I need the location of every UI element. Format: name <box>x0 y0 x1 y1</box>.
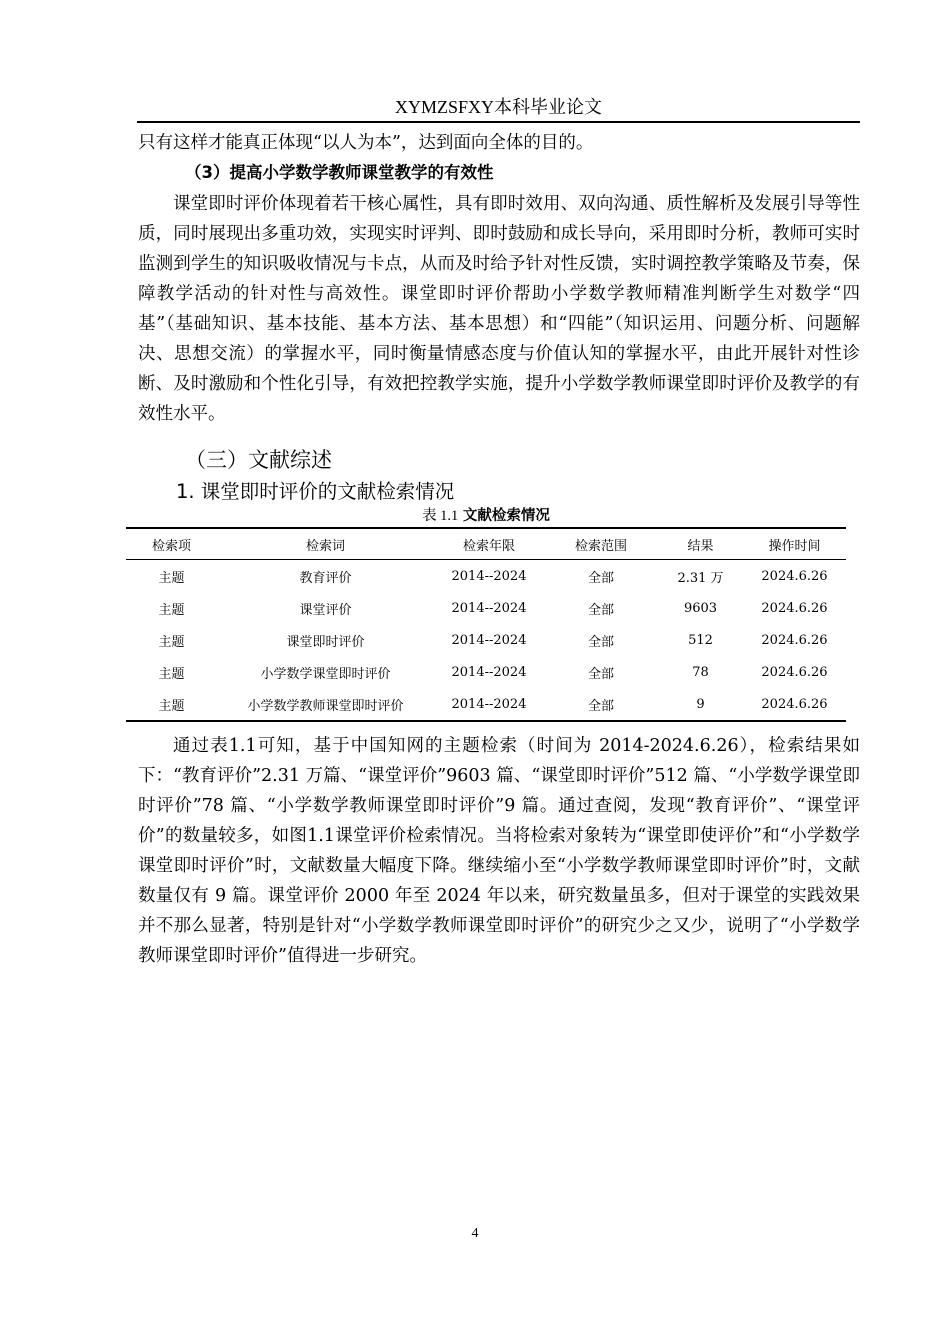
column-header: 检索年限 <box>434 528 544 560</box>
column-header: 检索项 <box>126 528 217 560</box>
running-header: XYMZSFXY本科毕业论文 <box>394 97 603 117</box>
continuation-text <box>138 128 860 158</box>
table-row <box>126 656 846 688</box>
table-cell: 小学数学课堂即时评价 <box>260 666 391 682</box>
table-cell: 2014--2024 <box>451 664 527 680</box>
table-cell: 2024.6.26 <box>761 664 828 680</box>
table-cell: 课堂评价 <box>299 602 352 618</box>
table-cell: 主题 <box>158 666 185 682</box>
literature-search-table <box>126 527 846 722</box>
table-row <box>126 560 846 593</box>
table-cell: 主题 <box>158 698 185 714</box>
table-cell: 2.31 万 <box>677 570 724 586</box>
table-cell: 2024.6.26 <box>761 696 828 712</box>
table-row <box>126 624 846 656</box>
table-header-row <box>126 528 846 560</box>
table-cell: 主题 <box>158 570 185 586</box>
table-caption <box>126 505 846 527</box>
paragraph-1-block <box>138 189 860 429</box>
paragraph-2-block <box>138 731 860 971</box>
table-cell: 2024.6.26 <box>761 600 828 616</box>
table-cell: 小学数学教师课堂即时评价 <box>247 698 404 714</box>
table-cell: 主题 <box>158 634 185 650</box>
table-cell: 全部 <box>587 602 614 618</box>
table-cell: 512 <box>688 632 713 648</box>
table-caption-number: 表 1.1 <box>422 508 459 524</box>
continuation-line: 只有这样才能真正体现“以人为本”，达到面向全体的目的。 <box>138 133 594 153</box>
table-cell: 2024.6.26 <box>761 568 828 584</box>
table-cell: 2014--2024 <box>451 632 527 648</box>
table-cell: 全部 <box>587 570 614 586</box>
column-header: 结果 <box>658 528 743 560</box>
table-cell: 全部 <box>587 666 614 682</box>
table-row <box>126 688 846 721</box>
table-cell: 课堂即时评价 <box>286 634 365 650</box>
table-row <box>126 592 846 624</box>
paragraph-1: 课堂即时评价体现着若干核心属性，具有即时效用、双向沟通、质性解析及发展引导等性质，同时展现出多重功效，实现实时评判、即时鼓励和成长导向，采用即时分析，教师可实时监测到学生的知识吸收情况与卡点，从而及时给予针对性反馈，实时调控教学策略及节奏，保障教学活动的针对性与高效性。课堂即时评价帮助小学数学教师精准判断学生对数学“四基”（基础知识、基本技能、基本方法、基本思想）和“四能”（知识运用、问题分析、问题解决、思想交流）的掌握水平，同时衡量情感态度与价值认知的掌握水平，由此开展针对性诊断、及时激励和个性化引导，有效把控教学实施，提升小学数学教师课堂即时评价及教学的有效性水平。 <box>138 194 860 424</box>
section-heading: （三）文献综述 <box>185 448 332 472</box>
table-cell: 9 <box>696 696 705 712</box>
table-caption-title: 文献检索情况 <box>462 508 550 524</box>
table-cell: 78 <box>692 664 709 680</box>
table-cell: 2014--2024 <box>451 696 527 712</box>
table-cell: 全部 <box>587 634 614 650</box>
table-cell: 教育评价 <box>299 570 352 586</box>
page-number: 4 <box>471 1226 479 1241</box>
header-rule <box>137 121 860 123</box>
table-cell: 2014--2024 <box>451 600 527 616</box>
column-header: 检索范围 <box>544 528 658 560</box>
subheading-3: （3）提高小学数学教师课堂教学的有效性 <box>185 163 494 182</box>
column-header: 操作时间 <box>743 528 846 560</box>
table-cell: 9603 <box>683 600 718 616</box>
paragraph-2: 通过表1.1可知，基于中国知网的主题检索（时间为 2014-2024.6.26），检索结果如下：“教育评价”2.31 万篇、“课堂评价”9603 篇、“课堂即时评价”512 篇、“小学数学课堂即时评价”78 篇、“小学数学教师课堂即时评价”9 篇。通过查阅，发现“教育评价”、“课堂评价”的数量较多，如图1.1课堂评价检索情况。当将检索对象转为“课堂即使评价”和“小学数学课堂即时评价”时，文献数量大幅度下降。继续缩小至“小学数学教师课堂即时评价”时，文献数量仅有 9 篇。课堂评价 2000 年至 2024 年以来，研究数量虽多，但对于课堂的实践效果并不那么显著，特别是针对“小学数学教师课堂即时评价”的研究少之又少，说明了“小学数学教师课堂即时评价”值得进一步研究。 <box>138 736 860 966</box>
column-header: 检索词 <box>217 528 434 560</box>
table-cell: 2024.6.26 <box>761 632 828 648</box>
subsection-heading: 1. 课堂即时评价的文献检索情况 <box>176 480 455 503</box>
table-cell: 全部 <box>587 698 614 714</box>
table-cell: 2014--2024 <box>451 568 527 584</box>
table-cell: 主题 <box>158 602 185 618</box>
